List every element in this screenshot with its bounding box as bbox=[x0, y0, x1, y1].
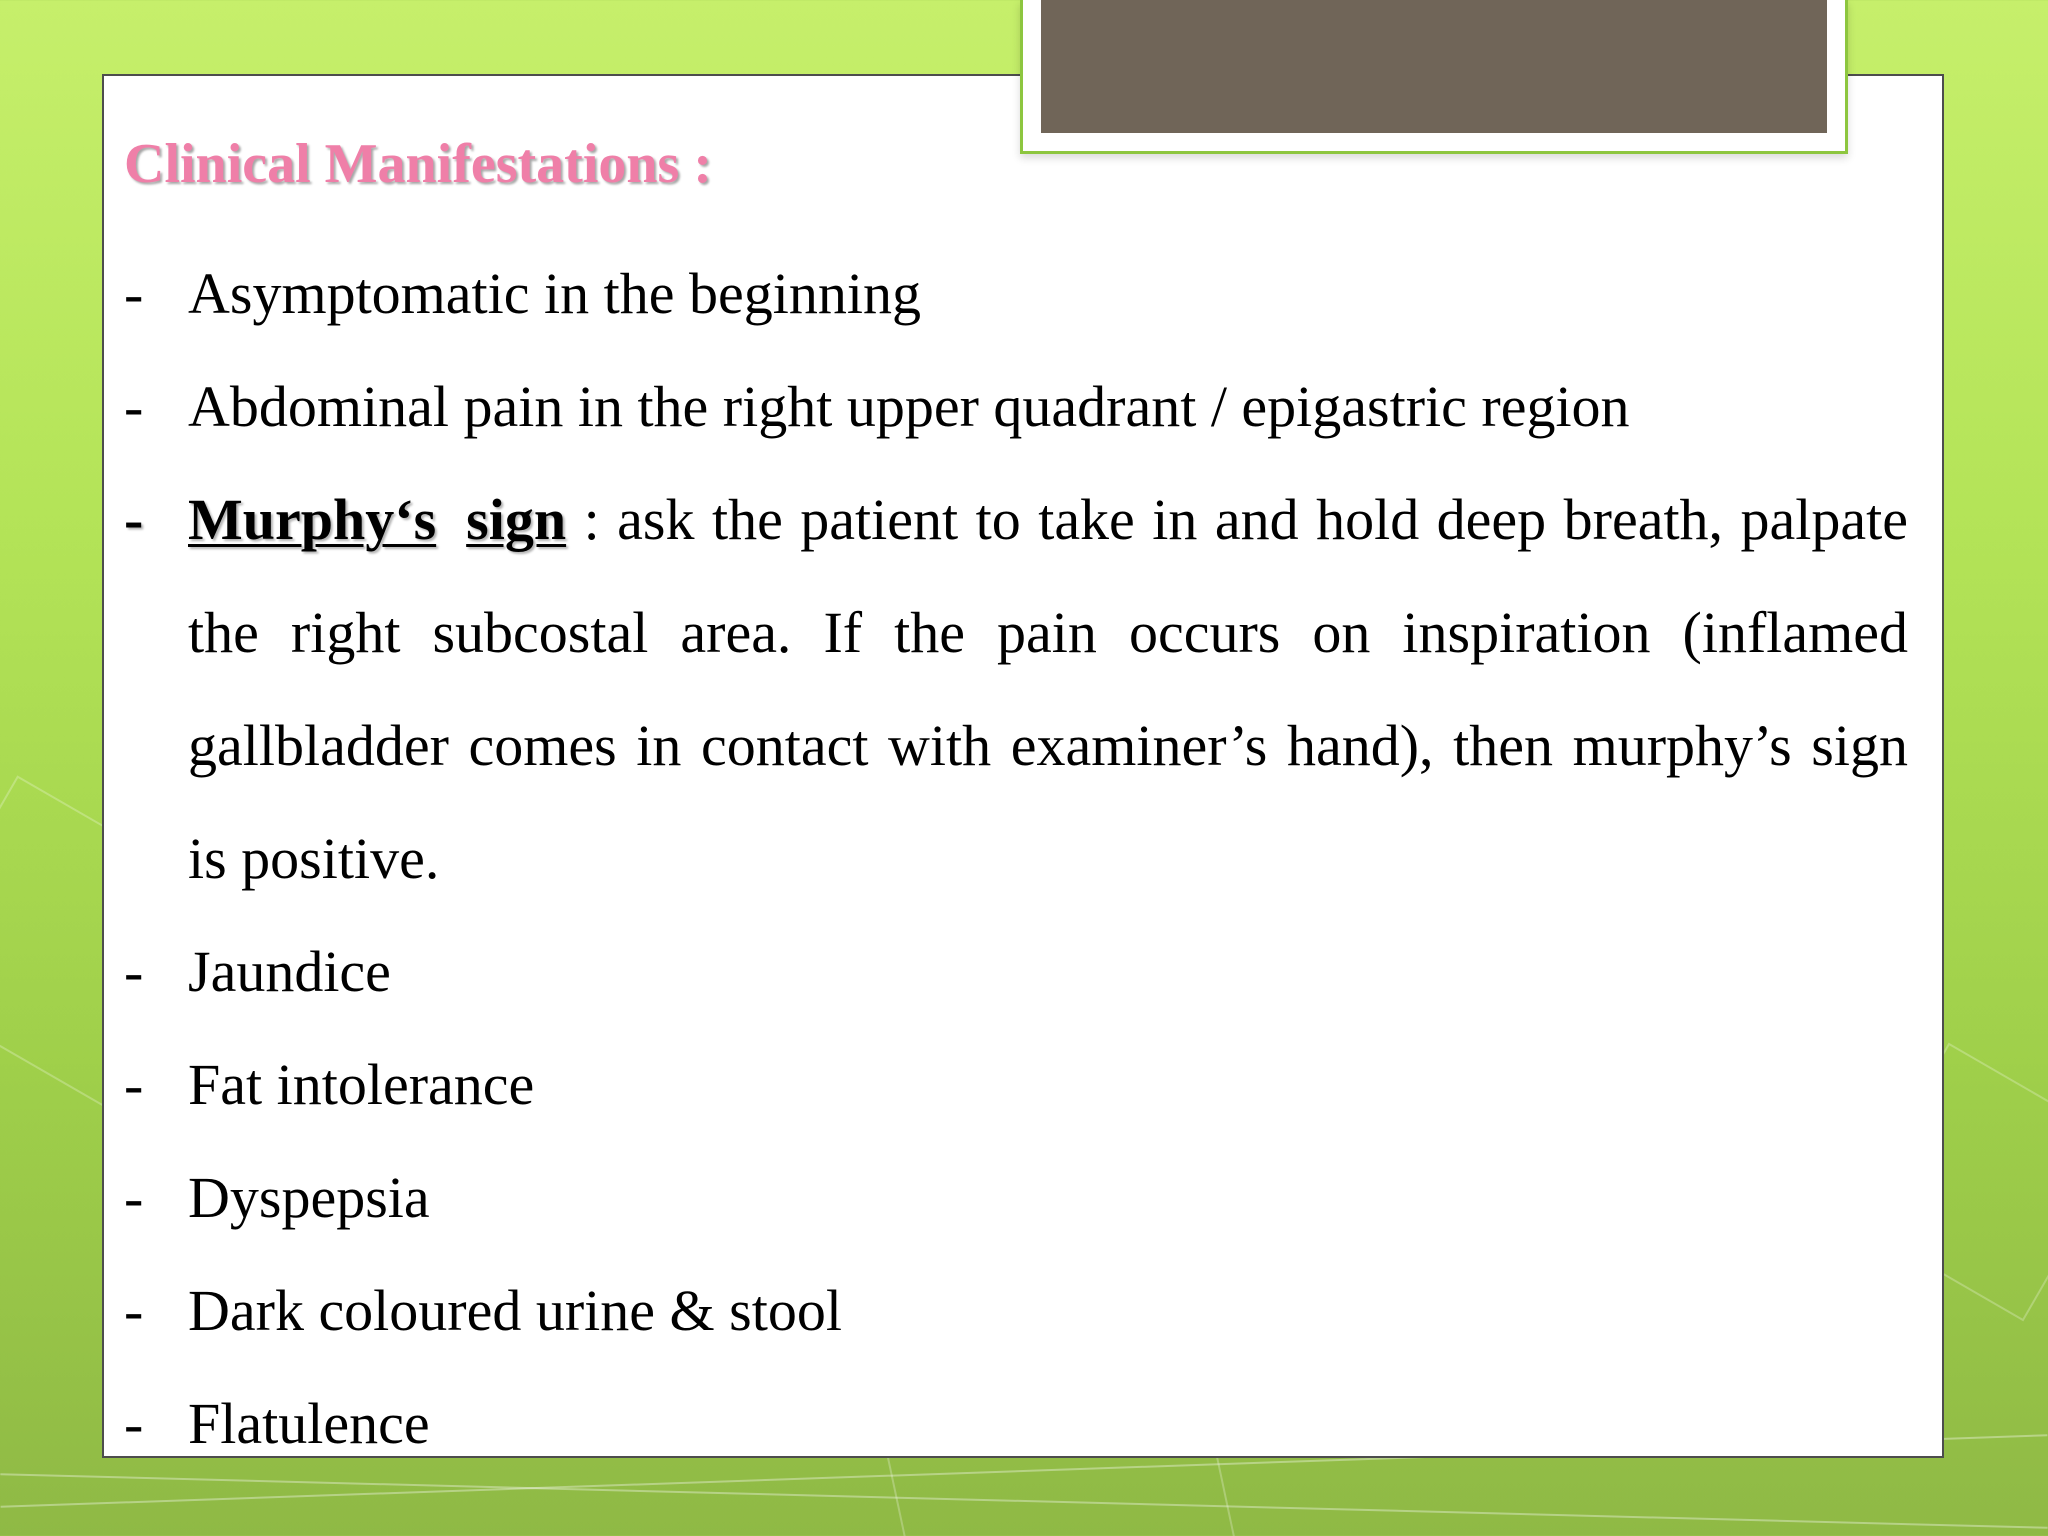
bullet-item-murphys-sign bbox=[124, 463, 1909, 915]
bullet-text: Fat intolerance bbox=[188, 1052, 535, 1117]
bullet-item-flatulence bbox=[124, 1367, 1909, 1480]
bullet-text: Flatulence bbox=[188, 1391, 430, 1456]
bullet-dash: - bbox=[124, 1391, 144, 1456]
murphys-sign-term-word2: sign bbox=[466, 487, 567, 552]
bullet-item-dark-urine-stool bbox=[124, 1254, 1909, 1367]
bullet-text: Jaundice bbox=[188, 939, 391, 1004]
bullet-item-fat-intolerance bbox=[124, 1028, 1909, 1141]
bullet-dash: - bbox=[124, 1278, 144, 1343]
bullet-text bbox=[188, 463, 1908, 915]
bullet-dash: - bbox=[124, 261, 144, 326]
bullet-text: Dark coloured urine & stool bbox=[188, 1278, 842, 1343]
bullet-item-asymptomatic bbox=[124, 237, 1909, 350]
slide-body bbox=[124, 124, 1909, 1480]
slide-heading: Clinical Manifestations : bbox=[124, 133, 712, 195]
bullet-list bbox=[124, 237, 1909, 1480]
bullet-text: Asymptomatic in the beginning bbox=[188, 261, 921, 326]
bullet-dash: - bbox=[124, 1165, 144, 1230]
bullet-item-abdominal-pain bbox=[124, 350, 1909, 463]
bullet-text: Abdominal pain in the right upper quadrant / epigastric region bbox=[188, 374, 1630, 439]
bullet-dash: - bbox=[124, 487, 144, 552]
bullet-dash: - bbox=[124, 374, 144, 439]
bullet-item-jaundice bbox=[124, 915, 1909, 1028]
bullet-dash: - bbox=[124, 939, 144, 1004]
murphys-sign-description: : ask the patient to take in and hold deep breath, palpate the right subcostal area. If the pain occurs on inspiration (inflamed gallbladder comes in contact with examiner’s hand), then murphy’s sign is positive. bbox=[188, 487, 1908, 891]
murphys-sign-term-word1: Murphy‘s bbox=[188, 487, 437, 552]
bullet-item-dyspepsia bbox=[124, 1141, 1909, 1254]
bullet-dash: - bbox=[124, 1052, 144, 1117]
bullet-text: Dyspepsia bbox=[188, 1165, 430, 1230]
title-placeholder-fill bbox=[1041, 0, 1827, 133]
